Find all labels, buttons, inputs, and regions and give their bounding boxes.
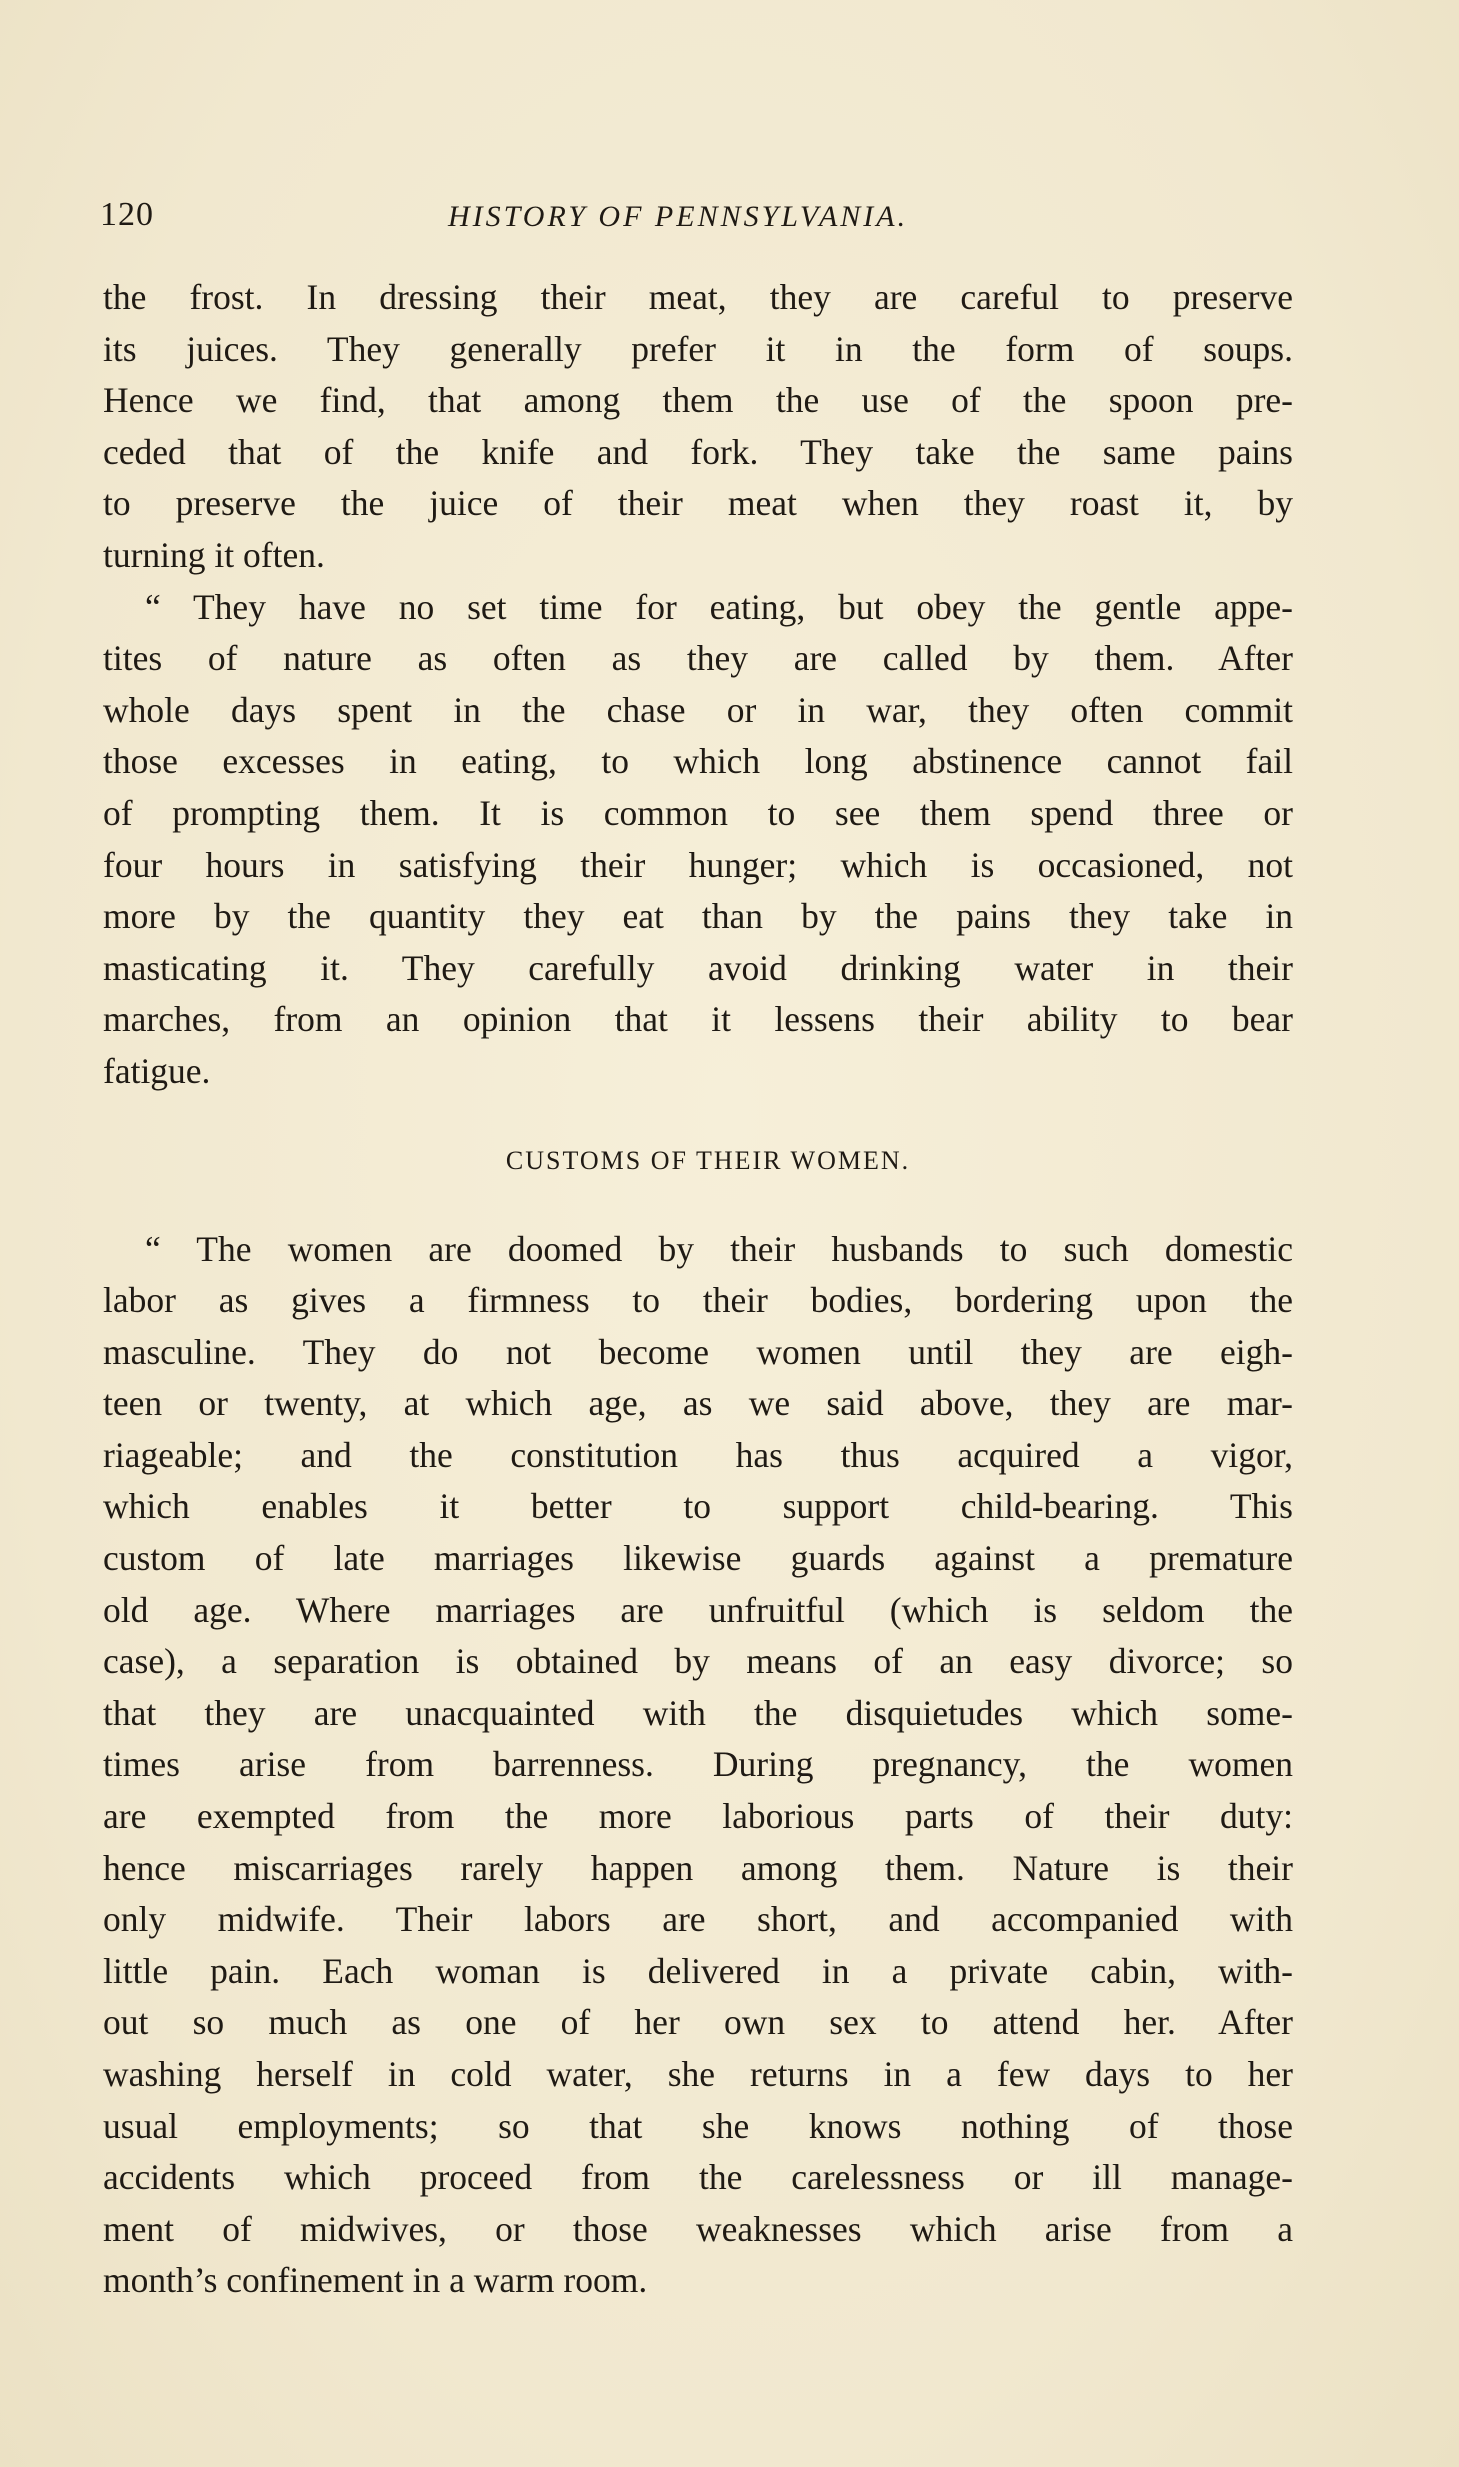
text-line: little pain. Each woman is delivered in a private cabin, with- [103, 1950, 1293, 1991]
text-line: month’s confinement in a warm room. [103, 2260, 648, 2301]
page-header [100, 196, 1292, 248]
text-line: old age. Where marriages are unfruitful (which is seldom the [103, 1589, 1293, 1630]
text-line: times arise from barrenness. During pregnancy, the women [103, 1744, 1293, 1785]
text-line: labor as gives a firmness to their bodies, bordering upon the [103, 1280, 1293, 1321]
text-line: case), a separation is obtained by means of an easy divorce; so [103, 1641, 1293, 1682]
text-line: of prompting them. It is common to see them spend three or [103, 792, 1293, 833]
text-line: masculine. They do not become women until they are eigh- [103, 1331, 1293, 1372]
text-line: to preserve the juice of their meat when they roast it, by [103, 483, 1293, 524]
text-line: which enables it better to support child-bearing. This [103, 1486, 1293, 1527]
paragraph [103, 272, 1293, 582]
text-line: Hence we find, that among them the use of the spoon pre- [103, 380, 1293, 421]
text-line: its juices. They generally prefer it in the form of soups. [103, 328, 1293, 369]
text-line: washing herself in cold water, she returns in a few days to her [103, 2054, 1293, 2094]
paragraph [103, 1224, 1293, 2307]
running-title: HISTORY OF PENNSYLVANIA. [448, 200, 909, 233]
text-line: “ The women are doomed by their husbands to such domestic [145, 1228, 1293, 1269]
paragraph [103, 582, 1293, 1098]
text-line: whole days spent in the chase or in war, they often commit [103, 689, 1293, 730]
text-line: usual employments; so that she knows nothing of those [103, 2105, 1293, 2146]
text-line: riageable; and the constitution has thus acquired a vigor, [103, 1434, 1293, 1475]
text-line: tites of nature as often as they are called by them. After [103, 638, 1293, 679]
text-line: the frost. In dressing their meat, they are careful to preserve [103, 277, 1293, 317]
text-line: that they are unacquainted with the disquietudes which some- [103, 1692, 1293, 1733]
text-line: fatigue. [103, 1050, 211, 1091]
text-line: ment of midwives, or those weaknesses which arise from a [103, 2208, 1293, 2249]
text-line: masticating it. They carefully avoid drinking water in their [103, 947, 1293, 988]
section-heading: CUSTOMS OF THEIR WOMEN. [505, 1145, 911, 1175]
text-line: are exempted from the more laborious parts of their duty: [103, 1796, 1293, 1837]
text-line: those excesses in eating, to which long abstinence cannot fail [103, 741, 1293, 782]
text-line: turning it often. [103, 534, 325, 575]
text-line: “ They have no set time for eating, but obey the gentle appe- [145, 586, 1293, 627]
text-line: teen or twenty, at which age, as we said above, they are mar- [103, 1383, 1293, 1424]
text-line: hence miscarriages rarely happen among them. Nature is their [103, 1847, 1293, 1888]
text-line: custom of late marriages likewise guards against a premature [103, 1538, 1293, 1579]
text-line: marches, from an opinion that it lessens their ability to bear [103, 999, 1293, 1040]
text-line: more by the quantity they eat than by the pains they take in [103, 896, 1293, 937]
text-line: only midwife. Their labors are short, and accompanied with [103, 1899, 1293, 1940]
text-line: ceded that of the knife and fork. They take the same pains [103, 431, 1293, 472]
page-number: 120 [100, 196, 154, 233]
text-line: four hours in satisfying their hunger; which is occasioned, not [103, 844, 1293, 885]
text-line: out so much as one of her own sex to attend her. After [103, 2002, 1293, 2043]
text-line: accidents which proceed from the carelessness or ill manage- [103, 2157, 1293, 2198]
body-text [103, 272, 1293, 2307]
